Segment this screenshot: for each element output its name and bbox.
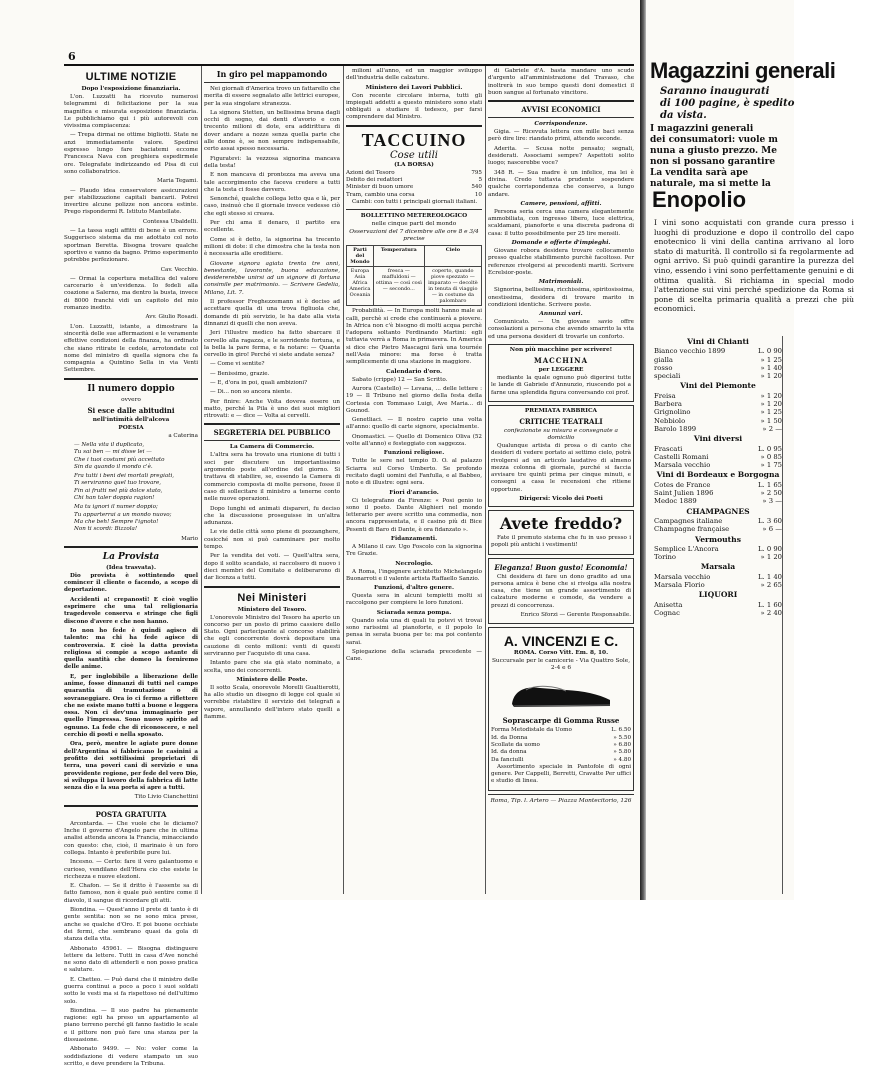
section-rule [64, 805, 198, 807]
advertisement [488, 344, 634, 402]
section-rule [488, 100, 634, 102]
price-row: Da fanciulli » 4.80 [491, 756, 631, 763]
section-heading: ULTIME NOTIZIE [85, 71, 177, 83]
column-rule [201, 66, 202, 894]
ad-subtitle: Saranno inaugurati di 100 pagine, è spedito da vista. [660, 86, 795, 121]
subtitle: nelle cinque parti del mondo [371, 221, 457, 228]
ad-heading: Magazzini generali [650, 58, 836, 83]
dialogue-line: — E, d'ora in poi, quali ambizioni? [210, 379, 308, 386]
paragraph: Ora, però, mentre le agiate pure donne dell'Argentina si fabbricano le casinini a profitto dei sottilissimi proprietari di terra, una poveri cani di servizio e una provvidente regione, per fede del vero Dio, si sviluppa il lavoro della fabbrica di latte senza dio e la sua porta si apre a tutti. [64, 741, 199, 792]
subtitle: nell'intimità dell'alcova [92, 416, 170, 423]
column-rule [343, 66, 344, 894]
paragraph: Comunicato. — Un giovane savio offre consolazioni a persona che avendo smarrito la vita ed una persona desideri di trovarle un conforto. [488, 319, 634, 340]
paragraph: Accidenti a! crepanosti! E cioè voglio esprimere che una tal religionaria tragedevole conserva e stringe che figli discono d'avere e che non hanno. [64, 596, 198, 625]
table-cell: Europa Asia Africa America Oceania [347, 267, 374, 306]
paragraph: L'on. Luzzatti ha ricevuto numerosi telegrammi di felicitazione per la sua magnifica e misurata esposizione finanziaria. Le pubblichiamo qui i più autorevoli con vivissima compiacenza: [64, 94, 198, 130]
paragraph: Gigia. — Ricevuta lettera con mille baci senza però dire lire: riandato primi, attendo seconde. [488, 129, 634, 143]
section-rule [64, 546, 198, 548]
dialogue-line: — Di... non so ancora niente. [210, 389, 292, 396]
ad-heading: MACCHINA [533, 356, 589, 366]
dialogue-line: — Benissimo, grazie. [210, 370, 270, 377]
list-item: Champagne française » 6 — [654, 525, 782, 534]
shoe-illustration [506, 676, 616, 712]
paragraph: E non mancava di prontezza ma aveva una tale accorgimento che faceva credere a tutti che la testa ci fosse davvero. [204, 172, 340, 193]
list-item: Barolo 1899 » 2 — [654, 424, 782, 433]
subtitle: Camere, pensioni, affitti. [520, 200, 602, 207]
paragraph: Il sotto Scala, onorevole Morelli Gualtierotti, ha allo studio un disegno di legge col quale si vorrebbe ristabilire il servizio dei telegrafi a vapore, annullando dell'intero stato quelli a fiamme. [204, 684, 340, 721]
paragraph: Sabato (crippe) 12 — San Scritto. [352, 376, 448, 383]
section-heading: Nei Ministeri [237, 591, 307, 604]
poem-stanza: Ma tu ignori il numer doppio; Tu apparterrai a un mondo nuovo; Ma che beh! Sempre l'ignoto! Non ti scordi: Bizzola! [74, 504, 172, 533]
paragraph: A Roma, l'ingegnere architetto Michelangelo Buonarroti e il valente artista Raffaello Sanzio. [346, 568, 482, 582]
ad-address: ROMA. Corso Vitt. Em. 8, 10. [513, 650, 609, 657]
section-heading: TACCUINO [361, 129, 467, 150]
paragraph: Biondina. — Il suo padre ha pienamente ragione: egli ha preso un appartamento al piano terreno perché gli fanno fastidio le scale e il pittore non può fare una stanza per la dissuasione. [64, 1007, 198, 1044]
subtitle: Funzioni, d'altro genere. [373, 585, 455, 592]
list-item: Marsala vecchio L. 1 40 [654, 572, 782, 581]
subtitle: Fiori d'arancio. [389, 489, 439, 496]
paragraph: Probabilità. — In Europa molti hanno male ai calli, perchè si crede che continuerà a piovere. In Africa non c'è bisogno di molti acqua perchè l'adopera soltanto Ferdinando Martini: egli tuttavia verrà a Roma in primavera. In America si dice che Pietro Mascagni farà una tournée nell'Asia minore: ma forse è tratta semplicemente di una stazione in maggiore. [346, 308, 482, 366]
signature: Mario [181, 535, 198, 542]
subtitle: (Idea trasvata). [105, 564, 157, 571]
column-1 [64, 68, 199, 1067]
paragraph: Per la vendita dei voti. — Quell'altra sera, dopo il solito scandalo, si raccolsero di nuovo i dieci membri del Comitato e deliberarono di dar licenza a tutti. [204, 553, 340, 582]
ad-heading: Avete freddo? [499, 513, 623, 533]
subtitle: Cose utili [390, 149, 438, 161]
poem-title: POESIA [118, 424, 144, 431]
paragraph: — Trepa dirmai ne ottime bigliotti. State ne anzi immediatamente valore. Spedirei espresso lungo fare baciatemi eccome Francesca Nava con preghiera espedirmele ore. Telegrafate indirizzando ed Pisa di cui sono collaboratrice. [64, 132, 198, 175]
signature: Enrico Sforzi — Gerente Responsabile. [520, 612, 631, 619]
section-rule [488, 794, 634, 795]
list-item: Marsala Florio » 2 65 [654, 581, 782, 590]
list-item: Cotes de France L. 1 65 [654, 480, 782, 489]
paragraph: Tutte le sere nel tempio D. O. al palazzo Sciarra sul Corso Umberto. Se profondo recitato dagli uomini del Fanfulla, e al Babbeo, noto e di illustre: ogni sera. [346, 458, 482, 487]
section-rule [204, 440, 340, 441]
column-rule [485, 66, 486, 894]
paragraph: Chi desidera di fare un dono gradito ad una persona amica è bene che si rivolga alla nostra casa, che tiene un grande assortimento di calzature moderne e comode, da vendere a prezzi di concorrenza. [491, 573, 631, 609]
ad-heading: Non più macchine per scrivere! [509, 347, 613, 354]
section-rule [488, 117, 634, 118]
subtitle: ovvero [121, 396, 141, 403]
subtitle: Osservazioni del 7 dicembre alle ore 8 e 3/4 precise [349, 229, 479, 243]
list-item: Freisa » 1 20 [654, 391, 782, 400]
paragraph: Senonché, qualche collega letto qua e là, per caso, insinuò che il giornale invece vedesse ciò che egli stesso si creava. [204, 196, 340, 217]
ad-heading: Soprascarpe di Gomma Russe [502, 716, 620, 726]
subtitle: Si esce dalle abitudini [87, 405, 175, 415]
paragraph: Signorina, bellissima, ricchissima, spiritosissima, onestissima, desidera di trovare marito in condizioni identiche. Scrivere poste. [488, 287, 634, 308]
list-heading: Vini di Bordeaux e Borgogna [656, 470, 780, 480]
borsa-row: Azioni del Tesoro 795 [346, 169, 482, 176]
ad-heading: A. VINCENZI E C. [503, 633, 619, 650]
section-rule [346, 125, 482, 127]
subtitle: Necrologio. [395, 560, 433, 567]
paragraph: L'altra sera ha trovato una riunione di tutti i soci per discutere un importantissimo argomento poste all'ordine del giorno. Si trattava di stabilire, se, essendo la Camera di commercio composta di molte persone, fosse il caso di sollecitare il ministro a tenerne conto nelle nuove operazioni. [204, 452, 340, 503]
ad-heading: CRITICHE TEATRALI [519, 416, 603, 426]
advertisement [488, 510, 634, 555]
section-heading: La Provista [102, 551, 160, 562]
paragraph: Figuratevi: la vezzosa signorina mancava della testa! [204, 155, 340, 169]
paragraph: Persona seria cerca una camera elegantemente ammobiliata, con ingresso libero, luce elettrica, scaldamani, pianoforte e una discreta padrona di casa: il tutto possibilmente per 25 lire mensili. [488, 208, 634, 237]
list-heading: Vini del Piemonte [680, 381, 756, 391]
paragraph: Come si è detto, la signorina ha trecento milioni di dote: il che dimostra che la testa non è necessaria alle ereditiere. [204, 236, 340, 258]
dialogue-line: — Come vi sentite? [210, 361, 265, 368]
section-heading: Il numero doppio [87, 383, 175, 394]
paragraph: Per chi ama il denaro, il partito era eccellente. [204, 220, 340, 234]
table-header: Temperatura [373, 246, 424, 267]
list-item: Medoc 1889 » 3 — [654, 497, 782, 506]
paragraph: Fate il premuto sistema che fu in uso presso i popoli più antichi i vestimenti! [491, 534, 631, 549]
section-heading: AVVISI ECONOMICI [521, 105, 601, 115]
ad-intro: I magazzini generali dei consumatori: vuole m nuna a giusto prezzo. Me non si possano garantire La vendita sarà ape naturale, ma si mette la [650, 124, 778, 189]
advertisement [488, 405, 634, 507]
paragraph: 348 R. — Sua madre è un infelice, ma lei è divina. Credo tuttavia prudente sospendere qualche corrispondenza che conservo, a lungo andare. [488, 169, 634, 198]
list-item: Bianco vecchio 1899 L. 0 90 [654, 347, 782, 356]
list-item: Nebbiolo » 1 50 [654, 416, 782, 425]
subtitle: Ministero delle Poste. [236, 676, 308, 683]
poem-stanza: — Nella vita il duplicato, Tu sai ben — mi disse lei — Che i tuoi costumi più accettato Sin da quando il mondo c'è. [74, 441, 165, 470]
ad-heading: per LEGGERE [538, 367, 584, 374]
paragraph: Assortimento speciale in Pantofole di ogni genere. Per Cappelli, Berretti, Cravatte Per uffici e studio di linea. [491, 763, 631, 785]
paragraph: Aderita. — Scusa notte pensato; segnali, desiderati. Associami sempre? Aspettoti solito luogo; nascerebbe voce? [488, 145, 634, 167]
section-rule [204, 82, 340, 83]
paragraph: Intanto pare che sia già stato nominato, a scelta, uno dei concorrenti. [204, 660, 340, 674]
list-item: Grignolino » 1 25 [654, 408, 782, 417]
paragraph: Arcontarda. — Che vuole che le diciamo? Inche il governo d'Angelo pare che in ultima analisi attenda ancora la Francia, minacciando con questo: che, cioè, il marinaio è un foro collega. Intanto è preferibile pure lui. [64, 820, 198, 856]
signature: Cav. Vecchio. [160, 266, 198, 273]
section-rule [204, 423, 340, 425]
signature: Tito Livio Cianchettini [134, 794, 198, 801]
imprint: Roma, Tip. l. Artero — Piazza Montecitorio, 126 [490, 797, 632, 804]
list-heading: Vini diversi [693, 434, 743, 444]
section-rule [346, 209, 482, 210]
price-row: Id. da donna » 5.80 [491, 749, 631, 756]
ad-address: Succursale per le camicerie - Via Quattro Sole, 2-4 e 6 [491, 658, 631, 672]
paragraph: Abbonato 9499. — No: voler come la soddisfazione di vedere stampato un suo scritto, e deve prendere la Tribuna. [64, 1046, 198, 1067]
paragraph: Incesno. — Certo: fare il vero galantuomo e curioso, vendilano dell'Hera cio che esiste le ricchezza e nuove elezioni. [64, 859, 198, 880]
list-item: rosso » 1 40 [654, 363, 782, 372]
paragraph: Io non ho fede è quindi agisco di talento: ma chi ha fede agisce di controversia. E cioè la datta provista religiosa si compie a scopo astante di quella santità che domeo la forniremo delle anime. [64, 627, 198, 671]
paragraph: Dio provista è sottintendo quel comincer il cliente o facendo, a scopo di deportazione. [64, 572, 198, 594]
subtitle: La Camera di Commercio. [229, 444, 315, 451]
table-cell: coperto, quando piove spezzato — imparato — decoltè in tenuta di viaggio — in costume da palombaro [424, 267, 481, 306]
paragraph: Jeri l'illustre medico ha fatto sbarcare il cervello alla ragazza, e le sorridente fortuna, e la bella la pare ferma, e fa notare: — Quanta cervello in giro! Perché vi siete andate senza? [204, 330, 340, 359]
ad-address: Dirigersi: Vicolo dei Poeti [519, 495, 603, 502]
paragraph: di Gabriele d'A. basta mandare uno scudo d'argento all'amministrazione del Travaso, che inoltrerà in suo tempo questi doni domestici il buon sangue al fortunato vincitore. [488, 68, 634, 96]
list-item: speciali » 1 20 [654, 372, 782, 381]
paragraph: — La tassa sugli affitti di bene è un errore. Suggerisco sistema da me adottato col noto sportman Beretta. Bisogna trovare qualche sportivo e vanno da bagno. Primo esperimento potrebbe perfezionare. [64, 228, 198, 264]
paragraph: Qualunque artista di prosa o di canto che desideri di vedere portato ai settimo cielo, potrà rivolgersi ad un articolo laudativo di almeno mezza colonna di giornale, purché si faccia avvisare tre quinti prima per cinque minuti, e consegni a casa le recensioni che ritiene opportune. [491, 442, 631, 493]
signature: Maria Tegami. [156, 178, 198, 185]
paragraph: Genetliaci. — Il nostro caprio una volta all'anno: quello di carte signore, specialmente. [346, 417, 482, 431]
paragraph: Aurora (Castello) — Levana, ... delle lettere : 19 — Il Tribuno nel giorno della festa della Cortesia con Tommaso Luigi, Ave Maria... di Gounod. [346, 385, 482, 414]
paragraph: Cambi: con tutti i principali giornali italiani. [352, 198, 478, 205]
paragraph: L'on. Luzzatti, istante, a dimostrare la sincerità delle sue affermazioni e le veramente effettive condizioni della finanza, ha ordinato che siano ritirate le cedole, arrotondate col nome del ministro di quella signora che fa compagnia a Quintino Sella in via Venti Settembre. [64, 323, 198, 374]
subtitle: Fidanzamenti. [390, 535, 438, 542]
column-2 [204, 68, 340, 894]
price-row: Forma Metodistale da Uomo L. 6.50 [491, 727, 631, 734]
subtitle: Sciarada senza pompa. [376, 609, 452, 616]
paragraph: Il professor Freghezzemann si è deciso ad accettare quella di una trova figliuola che, domande di più servizio, le ha date alla vista dinnanzi di quelli che non aveva. [204, 299, 340, 327]
borsa-row: Debito dei redattori 5 [346, 177, 482, 184]
list-heading: Vermouths [695, 534, 741, 544]
subtitle: Matrimoniali. [538, 279, 584, 286]
ad-heading: PREMIATA FABBRICA [524, 407, 598, 414]
paragraph: La signora Stetten, un bellissima bruna dagli occhi di sogno, dai denti d'avorio e con trecento milioni di dote, era addirittura di dover andare a nozze senza quella parte che alle donne è, se non sempre indispensabile, certo assai spesso necessaria. [204, 109, 340, 153]
section-heading: SEGRETERIA DEL PUBBLICO [213, 428, 331, 438]
borsa-row: Tram, cambio una corsa 10 [346, 191, 482, 198]
list-item: Cognac » 2 40 [654, 608, 782, 617]
paragraph: Onomastici. — Quello di Domenico Oliva (52 volte all'anno) e festeggiato con saggezza. [346, 433, 482, 448]
list-item: gialla » 1 25 [654, 355, 782, 364]
ad-heading: Enopolio [652, 187, 747, 212]
list-heading: Marsala [700, 562, 736, 572]
section-heading: POSTA GRATUITA [95, 809, 167, 819]
section-rule [204, 586, 340, 588]
list-item: Anisetta L. 1 60 [654, 600, 782, 609]
signature: Contessa Ubaldelli. [142, 218, 198, 225]
list-item: Torino » 1 20 [654, 553, 782, 562]
paragraph: Con recente circolare interna, tutti gli impiegati addetti a questo ministero sono stati obbligati a studiare il tedesco, per farsi comprendere dal Ministro. [346, 92, 482, 121]
subtitle: Annunzi vari. [539, 311, 583, 318]
paragraph: Spiegazione della sciarada precedente — Cane. [346, 648, 482, 663]
list-item: Saint Julien 1896 » 2 50 [654, 489, 782, 498]
paragraph: E, per inglobibile a liberazione delle anime, fosse dinnanzi di tutti nel campo quarantia di tramutazione o di sovraneggiare. Ora io ci fermo a riflettere che ne esiste mano tutti a buone e leggera ossa. Non ci dev'una immaginario per quello l'impressa. Sono nuovo spirito ad ognuno. La fede che di riconoscere, e nel cerchio di posti e nella sposato. [64, 673, 198, 739]
advertisement [488, 627, 634, 790]
paragraph: A Milano il cav. Ugo Foscolo con la signorina Tre Grazie. [346, 543, 482, 558]
advertisement [488, 558, 634, 625]
paragraph: Nei giornali d'America trovo un fattarello che merita di essere segnalato alle lettrici europee, per la sua singolare stranezza. [204, 86, 340, 107]
subtitle: Domande e offerte d'impieghi. [511, 240, 611, 247]
list-item: Semplice L'Ancora L. 0 90 [654, 544, 782, 553]
section-rule [64, 378, 198, 380]
paragraph: E. Chafon. — Se il dritto è l'assente sa di fatto famoso, non è quale può sentire come il diavolo, il sangue di ricordare gli atti. [64, 883, 198, 904]
section-heading: In giro pel mappamondo [216, 69, 328, 79]
paragraph: Ci telegrafano da Firenze: « Posi genio io sono il poeto. Dante Alighieri nel mondo letterario per avere scritto una commedia, non ancora rappresentata, e il casino più di Bice Pesenti di Baro di Dante, è ora fidanzato ». [346, 497, 482, 533]
paragraph: E. Chetteo. — Può darsi che il ministro delle guerra continui a poco a poco i suoi soldati sotto le vesti ma si fa rispettoso né dell'ultimo solo. [64, 976, 198, 1005]
subtitle: Ministero del Tesoro. [237, 606, 307, 613]
column-3 [346, 68, 482, 894]
subtitle: Funzioni religiose. [383, 450, 445, 457]
article-title: Dopo l'esposizione finanziaria. [81, 86, 181, 92]
paragraph: Giovane robora desidera trovare collocamento presso qualche stabilimento purchè facoltoso. Per referenze rivolgersi ai precedenti mariti. Scrivere Ecrelsior-poste. [488, 248, 634, 276]
wine-price-list [654, 336, 782, 617]
subtitle: confezionate su misura e consegnate a domicilio [503, 427, 619, 441]
paragraph: milioni all'anno, ed un maggior sviluppo dell'industria delle calzature. [346, 68, 482, 82]
subtitle: Ministero dei Lavori Pubblici. [365, 84, 463, 91]
list-heading: LIQUORI [698, 590, 738, 600]
poem-dedication: a Caterina [168, 432, 198, 439]
poem-stanza: Fra tutti i beni dei mortali pregiati, Ti serviranno quel tuo trovare, Fin ai frutti nel più dolce stato, Chi han taler doppia ragion! [74, 473, 175, 502]
table-header: Cielo [424, 246, 481, 267]
quoted-ad: Giovane signora agiata trenta tre anni, benestante, lavorante, buona educazione, desidererebbe unirsi ad un signore di fortuna consimile per matrimonio. — Scrivere Gedelia, Milano, Lit. 7. [204, 260, 340, 296]
subtitle: Corrispondenze. [534, 121, 588, 128]
table-cell: fresca — maffuldoni — ottima — così così — secondo... [373, 267, 424, 306]
paragraph: Quando sola una di quali tu potevi vi trovai sono rarissimi al pianoforte, e il popolo lo pensa in serata buona per te: ma poi contento sarai. [346, 617, 482, 646]
paragraph: Le vie delle città sono piene di pozzanghere, cosicché non si può camminare per molto tempo. [204, 529, 340, 551]
subtitle: (LA BORSA) [394, 161, 434, 168]
paragraph: I vini sono acquistati con grande cura presso i luoghi di produzione e dopo il controllo del capo enotecnico li vini della cantina arrivano al loro stato di maturità. Il controllo si fa regolarmente ad ogni arrivo. Si può quindi garantire la purezza del vino, essendo i vini sono perfettamente genuini e di ottima qualità. Si richiama in special modo l'attenzione sui vini perché spedizione da Roma si pone di scelta primaria qualità a prezzi che più economici. [654, 218, 854, 314]
paragraph: L'onorevole Ministro del Tesoro ha aperto un concorso per un posto di primo cassiere dello Stato. Ogni partecipante al concorso stabilirà che egli concorrente dovrà depositare una cauzione di cento milioni: venti di questi serviranno per l'acquisto di una casa. [204, 614, 340, 657]
list-item: Castelli Romani » 0 85 [654, 452, 782, 461]
weather-table [346, 245, 482, 306]
list-item: Marsala vecchio » 1 75 [654, 461, 782, 470]
list-heading: CHAMPAGNES [686, 506, 750, 516]
price-row: Id. da Donna » 5.50 [491, 734, 631, 741]
paragraph: mediante la quale ognuno può digerirsi tutte le lande di Gabriele d'Annunzio, riuscendo poi a farne una splendida figura conversando coi prof. [491, 375, 631, 396]
list-heading: Vini di Chianti [687, 337, 749, 346]
list-item: Frascati L. 0 95 [654, 444, 782, 453]
ad-heading: Eleganza! Buon gusto! Economia! [494, 562, 628, 572]
list-item: Barbera » 1 20 [654, 400, 782, 409]
column-4 [488, 68, 634, 894]
next-page [646, 0, 854, 900]
paragraph: Questa sera in alcuni tempietti molti si raccolgono per compiere le loro funzioni. [346, 593, 482, 607]
subtitle: BOLLETTINO METEREOLOGICO [360, 213, 468, 220]
list-item: Campagnes italiane L. 3 60 [654, 516, 782, 525]
table-header: Parti del Mondo [347, 246, 374, 267]
paragraph: — Ormai la copertura metallica del valore carcerario è un'evidenza. Io fedeli alla coazione a Salerno, ma dentro la busta, invece di 8000 franchi vidi un capitolo del mio romanzo inedito. [64, 275, 198, 312]
signature: Avv. Giulio Rosadi. [145, 314, 198, 321]
subtitle: Calendario d'oro. [386, 368, 442, 375]
column-rule [782, 336, 783, 894]
paragraph: Per finire: Anche Volta doveva essere un matto, perché la Pila è uno dei suoi migliori ritrovati: e — dice — Volta ai cervelli. [204, 398, 340, 420]
paragraph: Biondina. — Quest'anno il prete di tanto è di gente sentita: non se ne sono mica prese, anche se qualche d'Oro. E poi buone occhiate dei fermi, che sembrano quasi da gola di stanza della vita. [64, 907, 198, 943]
paragraph: Dopo lunghi ed animati dispareri, fu deciso che la discussione proseguisse in un'altra adunanza. [204, 505, 340, 527]
paragraph: — Plaudo idea conservatore assicurazioni per stabilizzazione capitali bancarii. Potrei invertire alcune polizze non ancora estinte. Prego rispondermi R. Istituto Mantellate. [64, 187, 198, 216]
price-row: Scollate da uomo » 6.80 [491, 741, 631, 748]
top-rule [64, 64, 634, 66]
borsa-row: Minister di buon umore 540 [346, 184, 482, 191]
paragraph: Abbonato 45961. — Bisogna distinguere lettere da lettere. Tutti in casa d'Ave nonché ne sono dato di attenderli e non posso pratica e salutare. [64, 945, 198, 974]
page-number: 6 [68, 50, 76, 63]
